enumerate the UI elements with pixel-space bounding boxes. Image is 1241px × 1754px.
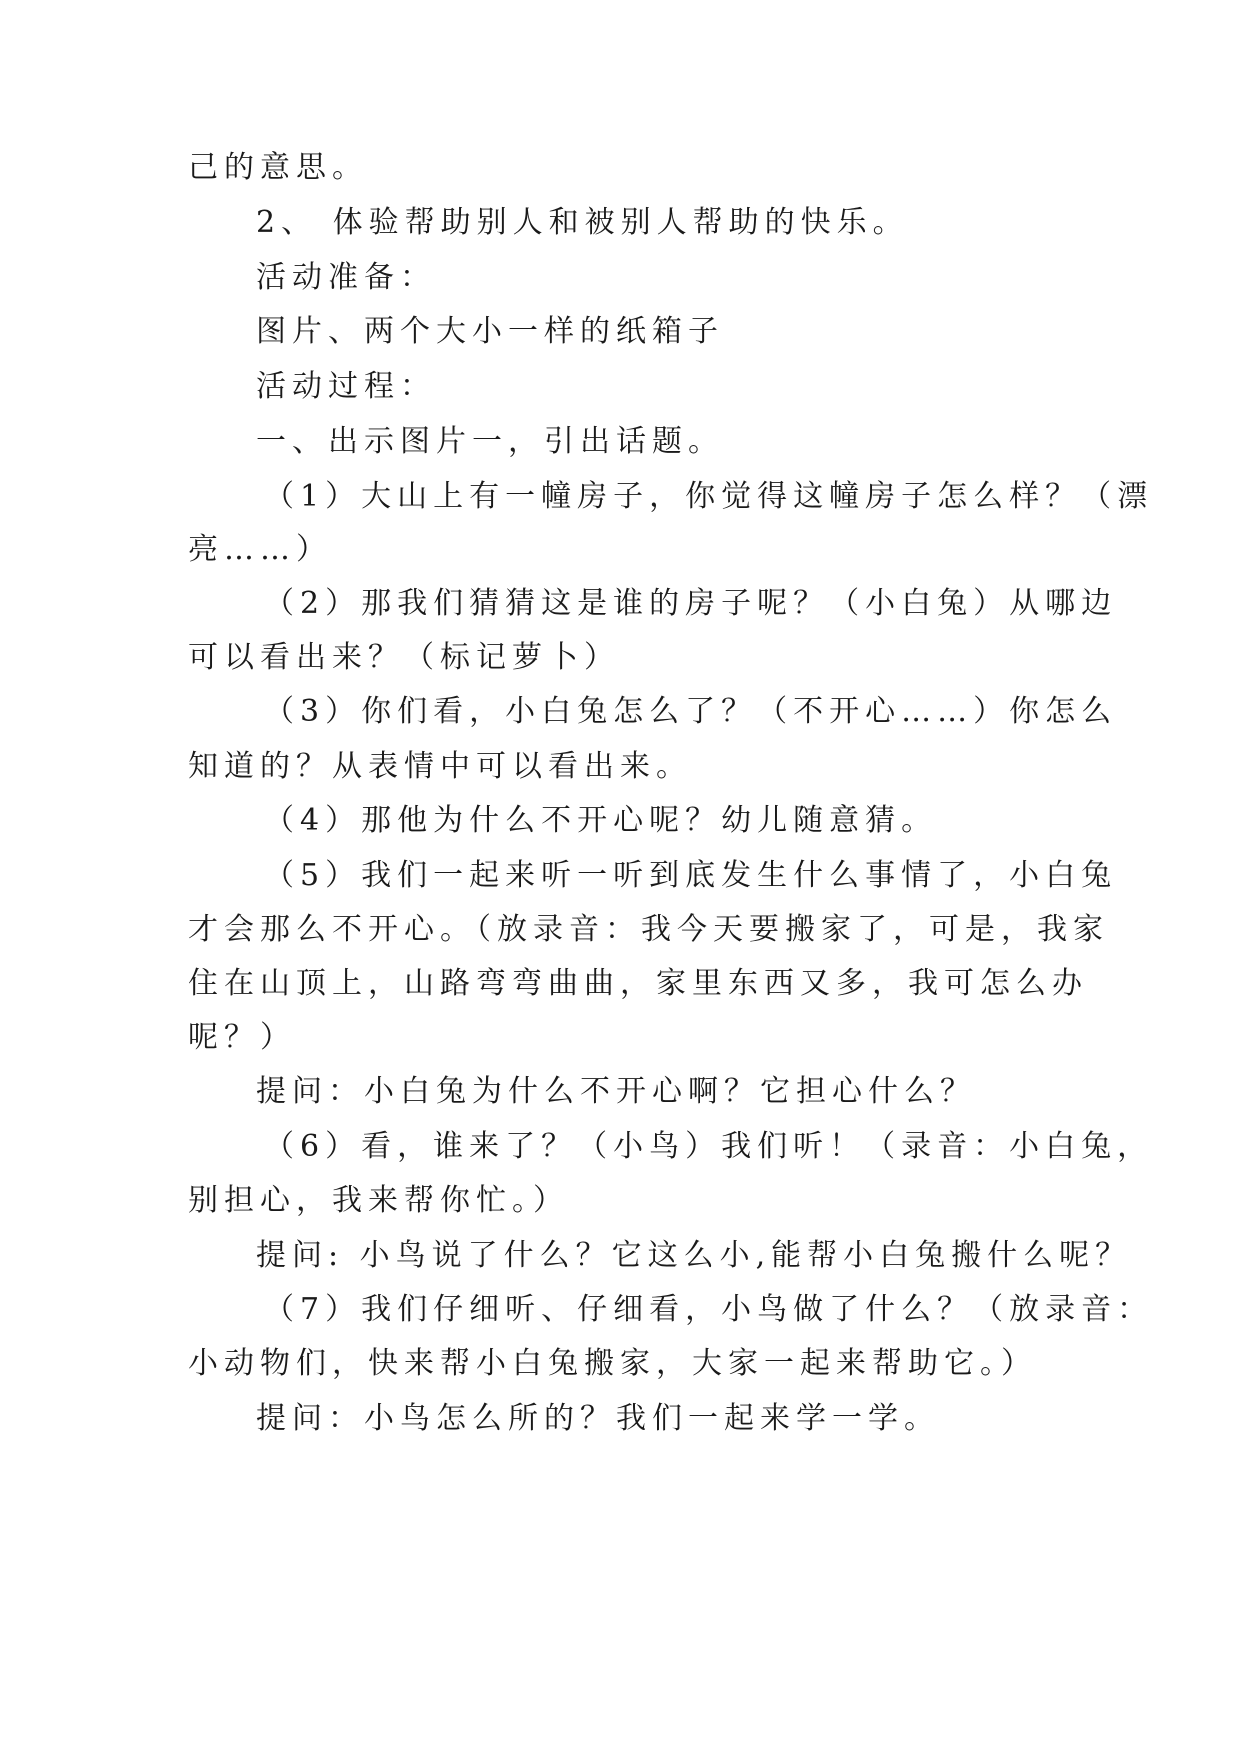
text-line: （6）看，谁来了？（小鸟）我们听！（录音：小白兔， — [264, 1129, 1154, 1164]
text-line: （4）那他为什么不开心呢？幼儿随意猜。 — [264, 803, 938, 838]
text-line: 提问：小鸟怎么所的？我们一起来学一学。 — [256, 1401, 940, 1436]
section-heading: 活动准备： — [256, 260, 436, 295]
text-line: （3）你们看，小白兔怎么了？（不开心……）你怎么 — [264, 694, 1118, 729]
text-line: 己的意思。 — [188, 150, 368, 185]
text-line: （7）我们仔细听、仔细看，小鸟做了什么？（放录音： — [264, 1292, 1154, 1327]
text-line: 住在山顶上，山路弯弯曲曲，家里东西又多，我可怎么办 — [188, 966, 1088, 1001]
text-line: 呢？） — [188, 1020, 296, 1055]
text-line: （1）大山上有一幢房子，你觉得这幢房子怎么样？（漂 — [264, 479, 1154, 514]
text-line: 图片、两个大小一样的纸箱子 — [256, 314, 724, 349]
text-line: 小动物们，快来帮小白兔搬家，大家一起来帮助它。） — [188, 1346, 1037, 1381]
text-line: （5）我们一起来听一听到底发生什么事情了，小白兔 — [264, 858, 1118, 893]
text-line: 提问：小白兔为什么不开心啊？它担心什么？ — [256, 1074, 976, 1109]
text-line: 可以看出来？（标记萝卜） — [188, 640, 620, 675]
text-line: 才会那么不开心。（放录音：我今天要搬家了，可是，我家 — [188, 912, 1109, 947]
text-line: 知道的？从表情中可以看出来。 — [188, 749, 692, 784]
section-heading: 活动过程： — [256, 369, 436, 404]
text-line: 提问: 小鸟说了什么？它这么小,能帮小白兔搬什么呢？ — [256, 1238, 1132, 1273]
text-line: 2、 体验帮助别人和被别人帮助的快乐。 — [256, 205, 909, 240]
text-line: （2）那我们猜猜这是谁的房子呢？（小白兔）从哪边 — [264, 586, 1118, 621]
text-line: 亮……） — [188, 532, 332, 567]
text-line: 别担心，我来帮你忙。） — [188, 1183, 569, 1218]
section-heading: 一、出示图片一，引出话题。 — [256, 424, 724, 459]
